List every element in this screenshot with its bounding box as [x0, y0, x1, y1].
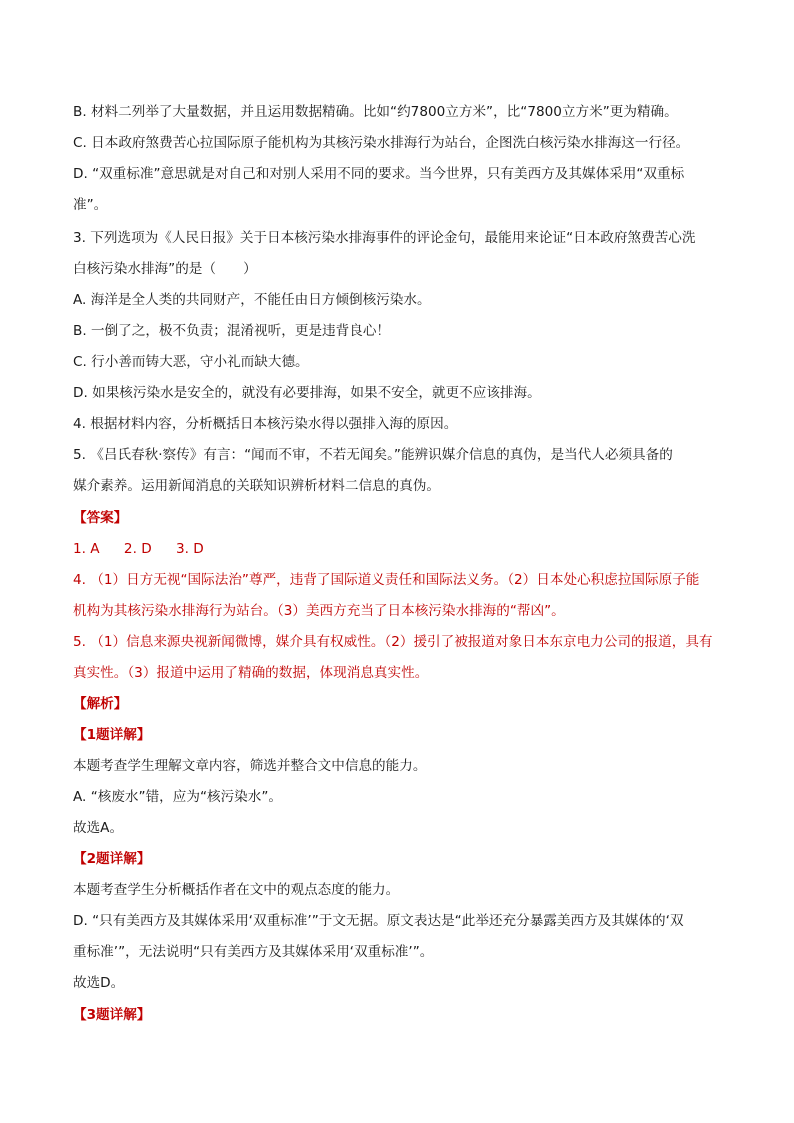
answer-heading: 【答案】 — [73, 510, 128, 526]
answer-1: 1. A — [73, 541, 100, 557]
detail-1-line1: 本题考查学生理解文章内容，筛选并整合文中信息的能力。 — [73, 758, 427, 774]
detail-2-line3: 重标准’”，无法说明“只有美西方及其媒体采用‘双重标准’”。 — [73, 944, 434, 960]
answer-2: 2. D — [123, 541, 152, 557]
q3-option-b: B. 一倒了之，极不负责；混淆视听，更是违背良心！ — [73, 323, 391, 339]
q4-stem: 4. 根据材料内容，分析概括日本核污染水得以强排入海的原因。 — [73, 416, 458, 432]
answer-choices — [73, 540, 224, 558]
analysis-heading: 【解析】 — [73, 696, 128, 712]
q2-option-d-line2: 准”。 — [73, 197, 108, 213]
detail-2-line2: D. “只有美西方及其媒体采用‘双重标准’”于文无据。原文表达是“此举还充分暴露美西方及其媒体的‘双 — [73, 913, 684, 929]
detail-3-heading: 【3题详解】 — [73, 1007, 151, 1023]
detail-2-line1: 本题考查学生分析概括作者在文中的观点态度的能力。 — [73, 882, 400, 898]
q5-stem-line1: 5. 《吕氏春秋·察传》有言：“闻而不审，不若无闻矣。”能辨识媒介信息的真伪，是当代人必须具备的 — [73, 447, 673, 463]
q3-option-c: C. 行小善而铸大恶，守小礼而缺大德。 — [73, 354, 309, 370]
answer-4-line1: 4. （1）日方无视“国际法治”尊严，违背了国际道义责任和国际法义务。（2）日本处心积虑拉国际原子能 — [73, 572, 700, 588]
q5-stem-line2: 媒介素养。运用新闻消息的关联知识辨析材料二信息的真伪。 — [73, 478, 441, 494]
detail-2-heading: 【2题详解】 — [73, 851, 151, 867]
detail-1-line2: A. “核废水”错，应为“核污染水”。 — [73, 789, 282, 805]
answer-5-line1: 5. （1）信息来源央视新闻微博，媒介具有权威性。（2）援引了被报道对象日本东京电力公司的报道，具有 — [73, 634, 713, 650]
q3-option-d: D. 如果核污染水是安全的，就没有必要排海，如果不安全，就更不应该排海。 — [73, 385, 541, 401]
q2-option-b: B. 材料二列举了大量数据，并且运用数据精确。比如“约7800立方米”，比“7800立方米”更为精确。 — [73, 104, 678, 120]
detail-2-line4: 故选D。 — [73, 975, 125, 991]
answer-3: 3. D — [176, 541, 204, 557]
answer-5-line2: 真实性。（3）报道中运用了精确的数据，体现消息真实性。 — [73, 665, 429, 681]
q3-option-a: A. 海洋是全人类的共同财产，不能任由日方倾倒核污染水。 — [73, 292, 431, 308]
q2-option-d-line1: D. “双重标准”意思就是对自己和对别人采用不同的要求。当今世界，只有美西方及其媒体采用“双重标 — [73, 166, 685, 182]
q2-option-c: C. 日本政府煞费苦心拉国际原子能机构为其核污染水排海行为站台，企图洗白核污染水排海这一行径。 — [73, 135, 690, 151]
detail-1-line3: 故选A。 — [73, 820, 124, 836]
q3-stem-line2: 白核污染水排海”的是（ ） — [73, 261, 257, 277]
q3-stem-line1: 3. 下列选项为《人民日报》关于日本核污染水排海事件的评论金句，最能用来论证“日本政府煞费苦心洗 — [73, 230, 696, 246]
detail-1-heading: 【1题详解】 — [73, 727, 151, 743]
answer-4-line2: 机构为其核污染水排海行为站台。（3）美西方充当了日本核污染水排海的“帮凶”。 — [73, 603, 565, 619]
